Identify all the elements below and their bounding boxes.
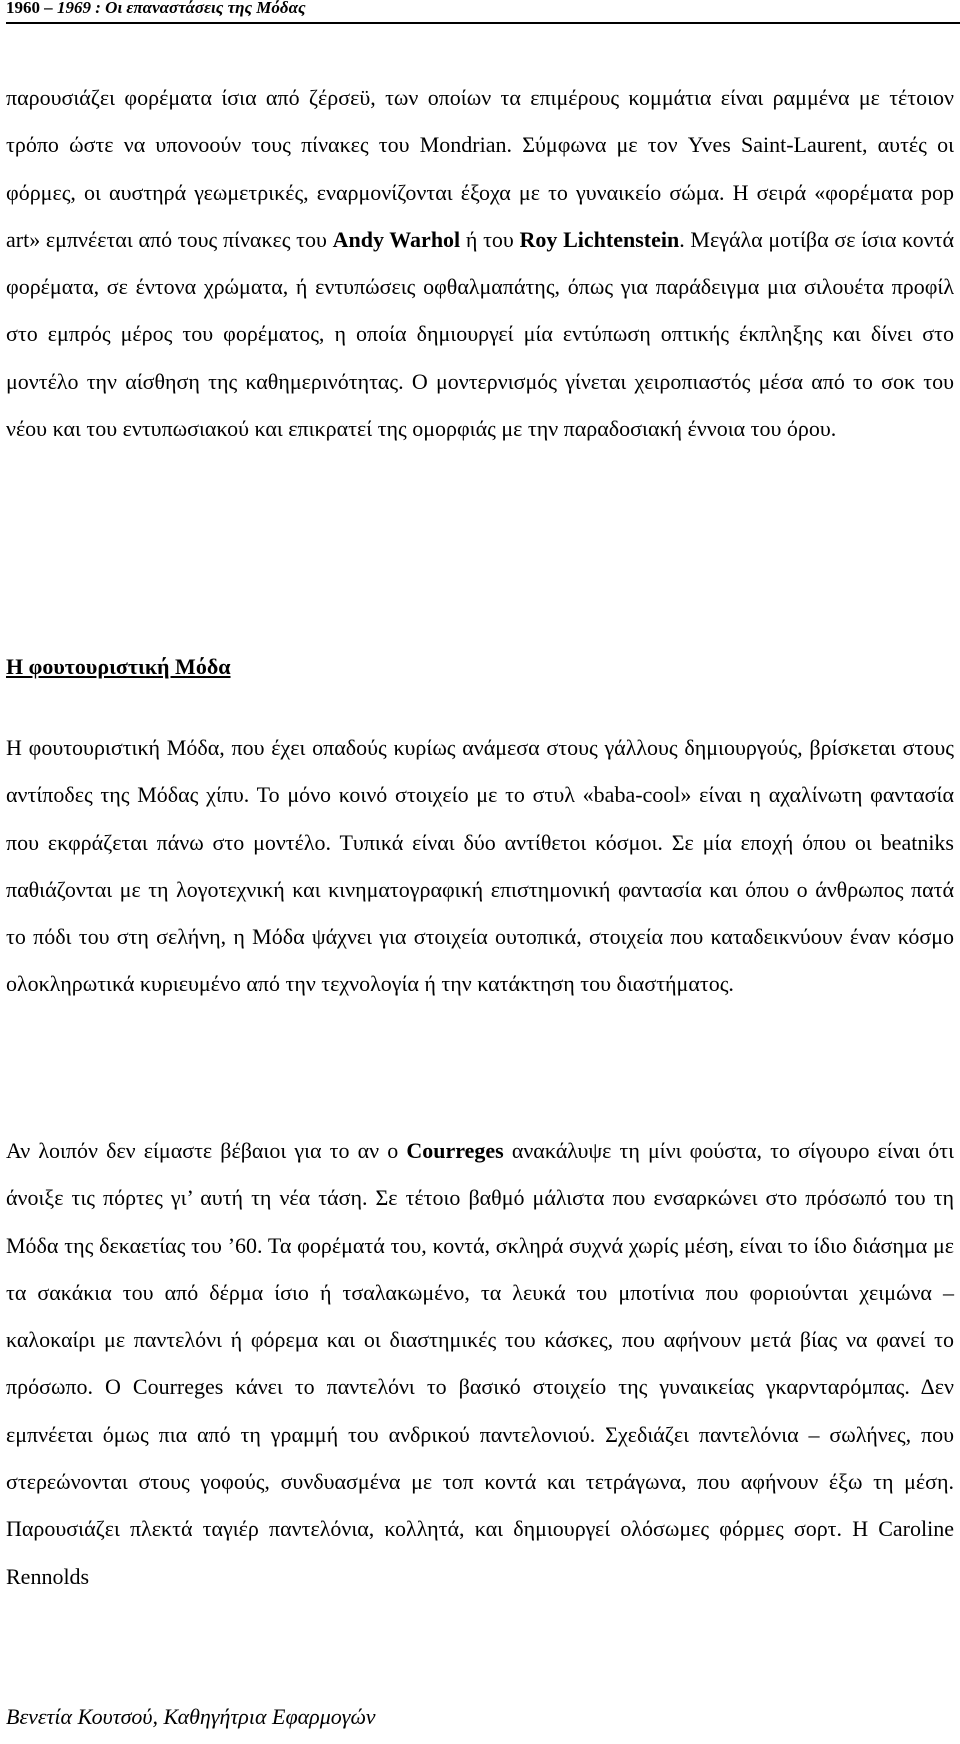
running-header bbox=[6, 0, 960, 24]
paragraph-text: παρουσιάζει φορέματα ίσια από ζέρσεϋ, των οποίων τα επιμέρους κομμάτια είναι ραμμένα με τέτοιον τρόπο ώστε να υπονοούν τους πίνακες του Mondrian. Σύμφωνα με τον Yves Saint-Laurent, αυτές οι φόρμες, οι αυστηρά γεωμετρικές, εναρμονίζονται έξοχα με το γυναικείο σώμα. Η σειρά «φορέματα pop art» εμπνέεται από τους πίνακες του bbox=[6, 85, 954, 252]
name-andy-warhol: Andy Warhol bbox=[332, 226, 461, 252]
name-courreges: Courreges bbox=[406, 1138, 504, 1163]
name-roy-lichtenstein: Roy Lichtenstein bbox=[519, 226, 680, 252]
page-footer: Βενετία Κουτσού, Καθηγήτρια Εφαρμογών bbox=[6, 1704, 376, 1729]
paragraph-mondrian-pop-art bbox=[6, 74, 954, 452]
paragraph-text: Αν λοιπόν δεν είμαστε βέβαιοι για το αν ο bbox=[6, 1138, 407, 1163]
section-heading: Η φουτουριστική Μόδα bbox=[6, 654, 231, 679]
paragraph-text: . Μεγάλα μοτίβα σε ίσια κοντά φορέματα, σε έντονα χρώματα, ή εντυπώσεις οφθαλμαπάτης, όπως για παράδειγμα μια σιλουέτα προφίλ στο εμπρός μέρος του φορέματος, η οποία δημιουργεί μία εντύπωση οπτικής έκπληξης και δίνει στο μοντέλο την αίσθηση της καθημερινότητας. Ο μοντερνισμός γίνεται χειροπιαστός μέσα από το σοκ του νέου και του εντυπωσιακού και επικρατεί της ομορφιάς με την παραδοσιακή έννοια του όρου. bbox=[6, 226, 954, 442]
header-years: 1960 bbox=[6, 0, 40, 17]
header-separator: – bbox=[40, 0, 57, 17]
header-title: 1969 : Οι επαναστάσεις της Μόδας bbox=[57, 0, 306, 17]
paragraph-futurist-fashion: Η φουτουριστική Μόδα, που έχει οπαδούς κυρίως ανάμεσα στους γάλλους δημιουργούς, βρίσκεται στους αντίποδες της Μόδας χίπυ. Το μόνο κοινό στοιχείο με το στυλ «baba-cool» είναι η αχαλίνωτη φαντασία που εκφράζεται πάνω στο μοντέλο. Τυπικά είναι δύο αντίθετοι κόσμοι. Σε μία εποχή όπου οι beatniks παθιάζονται με τη λογοτεχνική και κινηματογραφική επιστημονική φαντασία και όπου ο άνθρωπος πατά το πόδι του στη σελήνη, η Μόδα ψάχνει για στοιχεία ουτοπικά, στοιχεία που καταδεικνύουν έναν κόσμο ολοκληρωτικά κυριευμένο από την τεχνολογία ή την κατάκτηση του διαστήματος. bbox=[6, 735, 954, 997]
paragraph-text: ή του bbox=[460, 226, 520, 252]
paragraph-courreges bbox=[6, 1127, 954, 1600]
paragraph-text: ανακάλυψε τη μίνι φούστα, το σίγουρο είναι ότι άνοιξε τις πόρτες γι’ αυτή τη νέα τάση. Σε τέτοιο βαθμό μάλιστα που ενσαρκώνει στο πρόσωπό του τη Μόδα της δεκαετίας του ’60. Τα φορέματά του, κοντά, σκληρά συχνά χωρίς μέση, είναι το ίδιο διάσημα με τα σακάκια του από δέρμα ίσιο ή τσαλακωμένο, τα λευκά του μποτίνια που φοριούνται χειμώνα – καλοκαίρι με παντελόνι ή φόρεμα και οι διαστημικές του κάσκες, που αφήνουν μετά βίας να φανεί το πρόσωπο. Ο Courreges κάνει το παντελόνι το βασικό στοιχείο της γυναικείας γκαρνταρόμπας. Δεν εμπνέεται όμως πια από τη γραμμή του ανδρικού παντελονιού. Σχεδιάζει παντελόνια – σωλήνες, που στερεώνονται στους γοφούς, συνδυασμένα με τοπ κοντά και τετράγωνα, που αφήνουν έξω τη μέση. Παρουσιάζει πλεκτά ταγιέρ παντελόνια, κολλητά, και δημιουργεί ολόσωμες φόρμες σορτ. Η Caroline Rennolds bbox=[6, 1138, 954, 1589]
